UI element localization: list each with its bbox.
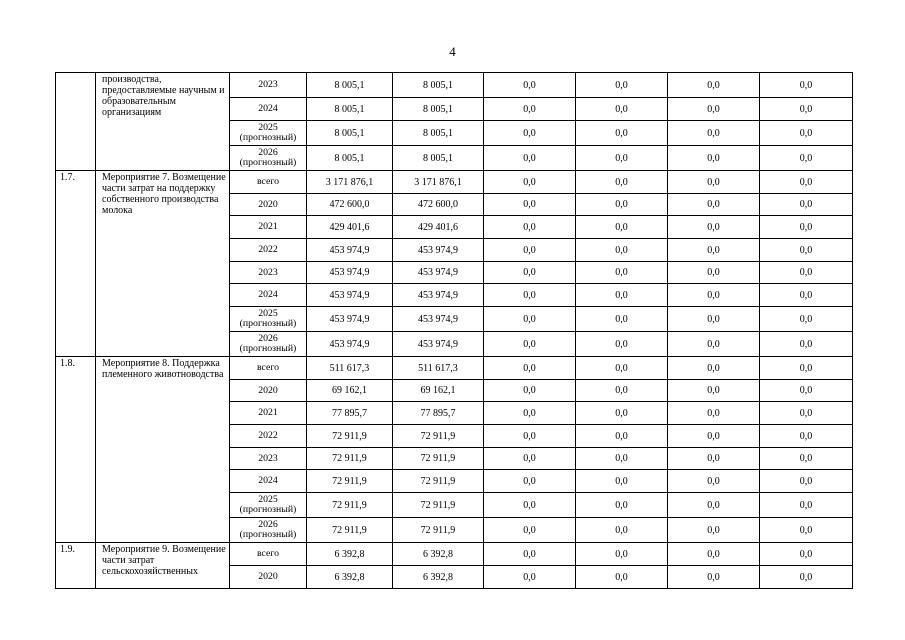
value-cell: 77 895,7 — [393, 402, 484, 425]
value-cell: 511 617,3 — [307, 357, 393, 380]
period-cell: 2024 — [230, 284, 307, 307]
value-cell: 8 005,1 — [307, 73, 393, 98]
value-cell: 69 162,1 — [307, 380, 393, 402]
value-cell: 8 005,1 — [393, 98, 484, 121]
value-cell: 0,0 — [484, 239, 576, 262]
value-cell: 0,0 — [760, 332, 853, 357]
value-cell: 0,0 — [484, 543, 576, 566]
value-cell: 0,0 — [760, 448, 853, 470]
value-cell: 0,0 — [760, 543, 853, 566]
value-cell: 0,0 — [760, 402, 853, 425]
value-cell: 0,0 — [576, 171, 668, 194]
item-number-cell — [56, 73, 96, 171]
period-cell: 2022 — [230, 239, 307, 262]
value-cell: 0,0 — [484, 518, 576, 543]
item-number-cell: 1.8. — [56, 357, 96, 543]
period-cell: 2022 — [230, 425, 307, 448]
value-cell: 0,0 — [484, 284, 576, 307]
value-cell: 0,0 — [484, 425, 576, 448]
value-cell: 0,0 — [576, 239, 668, 262]
item-name-cell: Мероприятие 8. Поддержка племенного животноводства — [96, 357, 230, 543]
page-number: 4 — [449, 44, 456, 59]
value-cell: 8 005,1 — [307, 146, 393, 171]
value-cell: 8 005,1 — [307, 98, 393, 121]
value-cell: 0,0 — [576, 493, 668, 518]
item-name-cell: Мероприятие 7. Возмещение части затрат на поддержку собственного производства молока — [96, 171, 230, 357]
value-cell: 0,0 — [668, 284, 760, 307]
value-cell: 0,0 — [760, 194, 853, 216]
item-number-cell: 1.7. — [56, 171, 96, 357]
value-cell: 72 911,9 — [307, 448, 393, 470]
value-cell: 0,0 — [760, 566, 853, 589]
value-cell: 0,0 — [668, 380, 760, 402]
value-cell: 0,0 — [484, 262, 576, 284]
value-cell: 453 974,9 — [393, 262, 484, 284]
value-cell: 453 974,9 — [393, 284, 484, 307]
period-cell: 2021 — [230, 216, 307, 239]
value-cell: 0,0 — [760, 216, 853, 239]
value-cell: 77 895,7 — [307, 402, 393, 425]
value-cell: 0,0 — [668, 98, 760, 121]
value-cell: 8 005,1 — [393, 146, 484, 171]
value-cell: 453 974,9 — [307, 239, 393, 262]
value-cell: 0,0 — [668, 73, 760, 98]
value-cell: 72 911,9 — [307, 518, 393, 543]
value-cell: 453 974,9 — [307, 262, 393, 284]
value-cell: 0,0 — [576, 543, 668, 566]
value-cell: 0,0 — [576, 380, 668, 402]
value-cell: 0,0 — [576, 518, 668, 543]
value-cell: 0,0 — [760, 493, 853, 518]
value-cell: 0,0 — [576, 284, 668, 307]
value-cell: 0,0 — [576, 402, 668, 425]
item-name-cell: производства, предоставляемые научным и образовательным организациям — [96, 73, 230, 171]
value-cell: 0,0 — [668, 543, 760, 566]
table-row — [56, 543, 853, 566]
value-cell: 511 617,3 — [393, 357, 484, 380]
value-cell: 3 171 876,1 — [307, 171, 393, 194]
value-cell: 0,0 — [484, 216, 576, 239]
table-row — [56, 171, 853, 194]
value-cell: 453 974,9 — [393, 332, 484, 357]
period-cell: 2021 — [230, 402, 307, 425]
value-cell: 0,0 — [576, 566, 668, 589]
value-cell: 0,0 — [576, 470, 668, 493]
value-cell: 6 392,8 — [307, 566, 393, 589]
value-cell: 0,0 — [484, 470, 576, 493]
value-cell: 0,0 — [668, 262, 760, 284]
budget-table-body — [56, 73, 853, 589]
value-cell: 0,0 — [668, 194, 760, 216]
value-cell: 0,0 — [668, 146, 760, 171]
value-cell: 0,0 — [576, 146, 668, 171]
period-cell: 2020 — [230, 194, 307, 216]
value-cell: 6 392,8 — [393, 566, 484, 589]
value-cell: 0,0 — [668, 121, 760, 146]
value-cell: 0,0 — [484, 73, 576, 98]
table-row — [56, 73, 853, 98]
value-cell: 6 392,8 — [393, 543, 484, 566]
period-cell: 2026 (прогнозный) — [230, 332, 307, 357]
value-cell: 0,0 — [668, 357, 760, 380]
item-number-cell: 1.9. — [56, 543, 96, 589]
value-cell: 0,0 — [576, 98, 668, 121]
value-cell: 0,0 — [484, 448, 576, 470]
value-cell: 0,0 — [760, 518, 853, 543]
value-cell: 0,0 — [484, 307, 576, 332]
value-cell: 0,0 — [668, 216, 760, 239]
value-cell: 0,0 — [760, 121, 853, 146]
period-cell: 2023 — [230, 73, 307, 98]
value-cell: 0,0 — [760, 73, 853, 98]
value-cell: 0,0 — [760, 425, 853, 448]
value-cell: 0,0 — [484, 380, 576, 402]
value-cell: 472 600,0 — [307, 194, 393, 216]
budget-table — [55, 72, 853, 589]
value-cell: 0,0 — [760, 262, 853, 284]
value-cell: 0,0 — [668, 171, 760, 194]
value-cell: 0,0 — [668, 493, 760, 518]
value-cell: 0,0 — [484, 493, 576, 518]
value-cell: 0,0 — [760, 470, 853, 493]
period-cell: всего — [230, 171, 307, 194]
value-cell: 0,0 — [668, 425, 760, 448]
value-cell: 453 974,9 — [307, 332, 393, 357]
value-cell: 0,0 — [484, 402, 576, 425]
period-cell: 2020 — [230, 380, 307, 402]
value-cell: 3 171 876,1 — [393, 171, 484, 194]
value-cell: 0,0 — [576, 357, 668, 380]
value-cell: 72 911,9 — [393, 425, 484, 448]
value-cell: 0,0 — [484, 146, 576, 171]
period-cell: всего — [230, 357, 307, 380]
period-cell: 2026 (прогнозный) — [230, 146, 307, 171]
value-cell: 0,0 — [576, 332, 668, 357]
value-cell: 453 974,9 — [393, 239, 484, 262]
value-cell: 0,0 — [668, 518, 760, 543]
value-cell: 429 401,6 — [307, 216, 393, 239]
value-cell: 0,0 — [484, 121, 576, 146]
value-cell: 0,0 — [484, 98, 576, 121]
value-cell: 0,0 — [760, 146, 853, 171]
value-cell: 72 911,9 — [393, 470, 484, 493]
value-cell: 0,0 — [576, 262, 668, 284]
period-cell: 2023 — [230, 262, 307, 284]
value-cell: 6 392,8 — [307, 543, 393, 566]
value-cell: 72 911,9 — [307, 493, 393, 518]
value-cell: 0,0 — [484, 332, 576, 357]
period-cell: 2026 (прогнозный) — [230, 518, 307, 543]
value-cell: 0,0 — [760, 239, 853, 262]
value-cell: 0,0 — [576, 307, 668, 332]
value-cell: 0,0 — [668, 307, 760, 332]
value-cell: 453 974,9 — [393, 307, 484, 332]
value-cell: 429 401,6 — [393, 216, 484, 239]
value-cell: 0,0 — [484, 194, 576, 216]
period-cell: 2025 (прогнозный) — [230, 307, 307, 332]
value-cell: 0,0 — [484, 171, 576, 194]
value-cell: 69 162,1 — [393, 380, 484, 402]
value-cell: 0,0 — [760, 307, 853, 332]
value-cell: 72 911,9 — [393, 448, 484, 470]
period-cell: 2025 (прогнозный) — [230, 121, 307, 146]
period-cell: 2025 (прогнозный) — [230, 493, 307, 518]
value-cell: 0,0 — [576, 216, 668, 239]
item-name-cell: Мероприятие 9. Возмещение части затрат сельскохозяйственных — [96, 543, 230, 589]
value-cell: 0,0 — [668, 448, 760, 470]
value-cell: 0,0 — [484, 357, 576, 380]
period-cell: 2023 — [230, 448, 307, 470]
value-cell: 8 005,1 — [307, 121, 393, 146]
period-cell: 2024 — [230, 470, 307, 493]
value-cell: 0,0 — [760, 357, 853, 380]
value-cell: 0,0 — [668, 239, 760, 262]
value-cell: 8 005,1 — [393, 73, 484, 98]
value-cell: 0,0 — [760, 284, 853, 307]
value-cell: 0,0 — [576, 425, 668, 448]
value-cell: 72 911,9 — [307, 425, 393, 448]
value-cell: 72 911,9 — [393, 493, 484, 518]
value-cell: 72 911,9 — [307, 470, 393, 493]
value-cell: 0,0 — [668, 566, 760, 589]
period-cell: 2024 — [230, 98, 307, 121]
value-cell: 0,0 — [576, 73, 668, 98]
value-cell: 472 600,0 — [393, 194, 484, 216]
value-cell: 0,0 — [760, 98, 853, 121]
value-cell: 0,0 — [760, 171, 853, 194]
value-cell: 0,0 — [668, 332, 760, 357]
value-cell: 0,0 — [576, 448, 668, 470]
value-cell: 0,0 — [576, 121, 668, 146]
period-cell: 2020 — [230, 566, 307, 589]
period-cell: всего — [230, 543, 307, 566]
value-cell: 8 005,1 — [393, 121, 484, 146]
value-cell: 0,0 — [668, 470, 760, 493]
value-cell: 453 974,9 — [307, 307, 393, 332]
table-row — [56, 357, 853, 380]
value-cell: 0,0 — [668, 402, 760, 425]
value-cell: 0,0 — [576, 194, 668, 216]
value-cell: 72 911,9 — [393, 518, 484, 543]
value-cell: 0,0 — [760, 380, 853, 402]
value-cell: 453 974,9 — [307, 284, 393, 307]
value-cell: 0,0 — [484, 566, 576, 589]
